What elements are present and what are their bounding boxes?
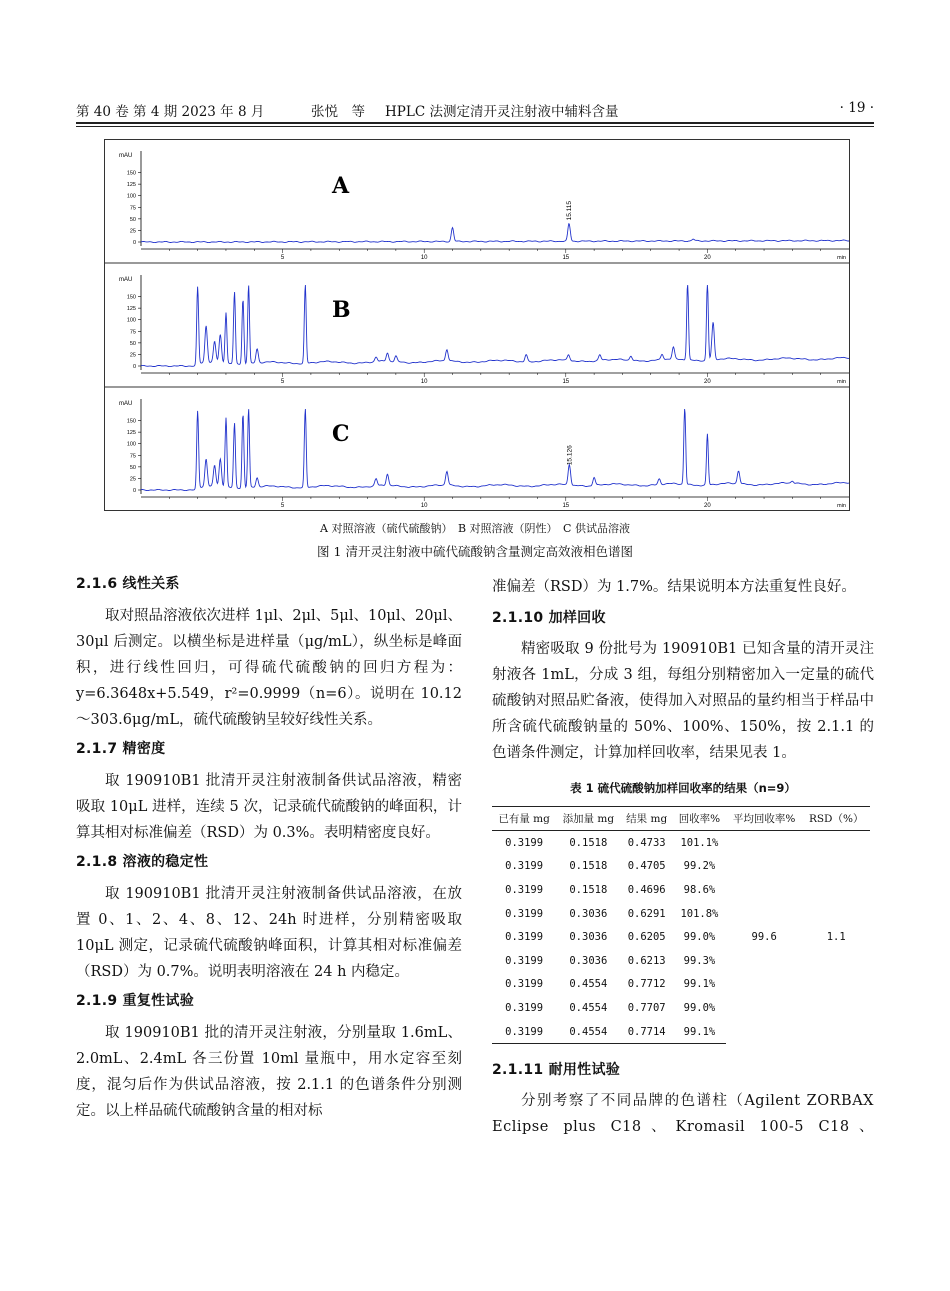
header-cell: 结果 mg [620,807,672,831]
panel-label: A [332,173,350,199]
paragraph: 分别考察了不同品牌的色谱柱（Agilent ZORBAX Eclipse plus C18、Kromasil 100-5 C18、 [492,1093,874,1136]
table-cell: 99.0% [683,1001,716,1014]
x-tick-label: 15 [562,379,570,385]
x-tick-label: 10 [420,255,428,261]
table-caption: 表 1 硫代硫酸钠加样回收率的结果（n=9） [570,781,796,795]
chromatogram-trace [141,285,849,367]
table-cell: 0.3199 [505,931,544,944]
header-rule-thick [76,122,874,124]
table-cell: 0.4554 [569,978,608,991]
x-tick-label: 15 [562,503,570,509]
table-cell: 98.6% [683,883,716,896]
table-cell: 0.6205 [627,931,666,944]
header-rule-thin [76,126,874,127]
chromatogram-trace [141,409,849,491]
y-tick-label: 100 [126,441,136,448]
table-cell: 0.4554 [569,1001,608,1014]
table-cell: 0.1518 [569,836,608,849]
x-unit-label: min [837,255,846,261]
y-unit-label: mAU [119,153,133,159]
table-cell: 0.3199 [505,1001,544,1014]
table-cell: 0.3199 [505,836,544,849]
table-cell: 0.4696 [627,883,666,896]
table-cell: 0.3199 [492,1020,556,1044]
x-tick-label: 15 [562,255,570,261]
y-tick-label: 50 [129,464,136,471]
journal-issue: 第 40 卷 第 4 期 2023 年 8 月 [76,104,265,120]
table-cell: 0.1518 [569,860,608,873]
table-cell: 0.3036 [569,931,608,944]
y-tick-label: 0 [132,240,136,246]
table-cell: 0.4733 [627,836,666,849]
table-cell: 101.1% [680,836,719,849]
peak-retention-label: 15.115 [566,201,574,221]
figure-legend: A 对照溶液（硫代硫酸钠） B 对照溶液（阴性） C 供试品溶液 [320,522,630,535]
x-tick-label: 10 [420,379,428,385]
table-cell: 0.3199 [505,978,544,991]
table-cell: 0.7714 [620,1020,672,1044]
table-header-row [492,807,870,831]
table-cell: 0.7707 [627,1001,666,1014]
x-tick-label: 5 [280,255,285,261]
table-cell: 0.3036 [569,907,608,920]
figure-caption: 图 1 清开灵注射液中硫代硫酸钠含量测定高效液相色谱图 [317,544,633,559]
section-heading: 2.1.11 耐用性试验 [492,1062,621,1079]
y-tick-label: 0 [132,364,136,370]
table-cell: 0.3199 [505,907,544,920]
y-tick-label: 125 [126,182,136,189]
table-cell: 0.3199 [505,883,544,896]
table-cell: 0.4705 [627,860,666,873]
table-cell: 0.1518 [569,883,608,896]
table-row [492,831,870,855]
left-column [76,574,462,1124]
paragraph: 精密吸取 9 份批号为 190910B1 已知含量的清开灵注射液各 1mL，分成 3 组，每组分别精密加入一定量的硫代硫酸钠对照品贮备液，使得加入对照品的量约相当于样品中所含硫代硫酸钠量的 50%、100%、150%，按 2.1.1 的色谱条件测定，计算加样回收率，结果见表 1。 [492,641,874,761]
article-title: HPLC 法测定清开灵注射液中辅料含量 [385,104,619,120]
section-heading: 2.1.6 线性关系 [76,576,180,592]
table-cell: 99.2% [683,860,716,873]
table-cell: 0.7712 [627,978,666,991]
section-heading: 2.1.9 重复性试验 [76,993,195,1009]
y-tick-label: 150 [126,294,136,301]
table-body [492,831,870,1044]
y-tick-label: 75 [129,329,136,336]
y-tick-label: 150 [126,418,136,425]
chromatogram-figure [104,139,850,511]
table-cell: 101.8% [680,907,719,920]
header-cell: RSD（%） [802,807,870,831]
right-column [492,574,874,1140]
section-heading: 2.1.8 溶液的稳定性 [76,854,209,870]
x-tick-label: 20 [704,503,711,509]
header-cell: 回收率% [673,807,726,831]
paragraph: 取 190910B1 批清开灵注射液制备供试品溶液，在放置 0、1、2、4、8、12、24h 时进样，分别精密吸取 10μL 测定，记录硫代硫酸钠峰面积，计算其相对标准偏差（RSD）为 0.7%。说明表明溶液在 24 h 内稳定。 [76,886,462,980]
header-cell: 添加量 mg [556,807,620,831]
table-cell: 99.1% [683,978,716,991]
table-cell: 0.3036 [569,954,608,967]
table-cell: 99.1% [673,1020,726,1044]
y-tick-label: 75 [129,453,136,460]
y-tick-label: 50 [129,340,136,347]
x-tick-label: 20 [704,379,711,385]
y-tick-label: 100 [126,193,136,200]
x-unit-label: min [837,503,846,509]
page-number: · 19 · [839,100,874,116]
paragraph: 取 190910B1 批的清开灵注射液，分别量取 1.6mL、2.0mL、2.4mL 各三份置 10ml 量瓶中，用水定容至刻度，混匀后作为供试品溶液，按 2.1.1 的色谱条件分别测定。以上样品硫代硫酸钠含量的相对标 [76,1025,462,1119]
y-tick-label: 25 [129,476,136,483]
table-cell: 99.0% [683,931,716,944]
table-cell: 99.3% [683,954,716,967]
y-tick-label: 25 [129,228,136,235]
y-tick-label: 75 [129,205,136,212]
figure-frame [105,140,850,511]
y-unit-label: mAU [119,401,133,407]
section-heading: 2.1.7 精密度 [76,741,166,757]
table-cell: 0.4554 [556,1020,620,1044]
rsd-cell: 1.1 [826,931,846,944]
y-tick-label: 25 [129,352,136,359]
section-heading: 2.1.10 加样回收 [492,610,606,626]
table-cell: 0.6213 [627,954,666,967]
y-tick-label: 150 [126,170,136,177]
y-unit-label: mAU [119,277,133,283]
table-cell: 0.6291 [627,907,666,920]
recovery-table [492,806,870,1044]
paragraph: 取对照品溶液依次进样 1μl、2μl、5μl、10μl、20μl、30μl 后测定。以横坐标是进样量（μg/mL），纵坐标是峰面积，进行线性回归，可得硫代硫酸钠的回归方程为：y=6.3648x+5.549，r²=0.9999（n=6）。说明在 10.12～303.6μg/mL，硫代硫酸钠呈较好线性关系。 [76,608,462,728]
chromatogram-trace [141,224,849,243]
authors: 张悦 等 [311,104,365,120]
paragraph: 取 190910B1 批清开灵注射液制备供试品溶液，精密吸取 10μL 进样，连续 5 次，记录硫代硫酸钠的峰面积，计算其相对标准偏差（RSD）为 0.3%。表明精密度良好。 [76,773,462,841]
panel-label: B [332,297,351,323]
y-tick-label: 50 [129,216,136,223]
y-tick-label: 125 [126,306,136,313]
header-cell: 已有量 mg [492,807,556,831]
table-cell: 0.3199 [505,954,544,967]
y-tick-label: 100 [126,317,136,324]
panel-label: C [332,421,350,447]
average-recovery-cell: 99.6 [751,931,777,944]
x-unit-label: min [837,379,846,385]
x-tick-label: 10 [420,503,428,509]
y-tick-label: 125 [126,430,136,437]
peak-retention-label: 15.126 [566,445,574,466]
x-tick-label: 5 [280,503,285,509]
header-cell: 平均回收率% [726,807,802,831]
y-tick-label: 0 [132,488,136,494]
table-cell: 0.3199 [505,860,544,873]
x-tick-label: 20 [704,255,711,261]
paragraph: 准偏差（RSD）为 1.7%。结果说明本方法重复性良好。 [492,579,856,595]
x-tick-label: 5 [280,379,285,385]
running-header [76,100,874,122]
